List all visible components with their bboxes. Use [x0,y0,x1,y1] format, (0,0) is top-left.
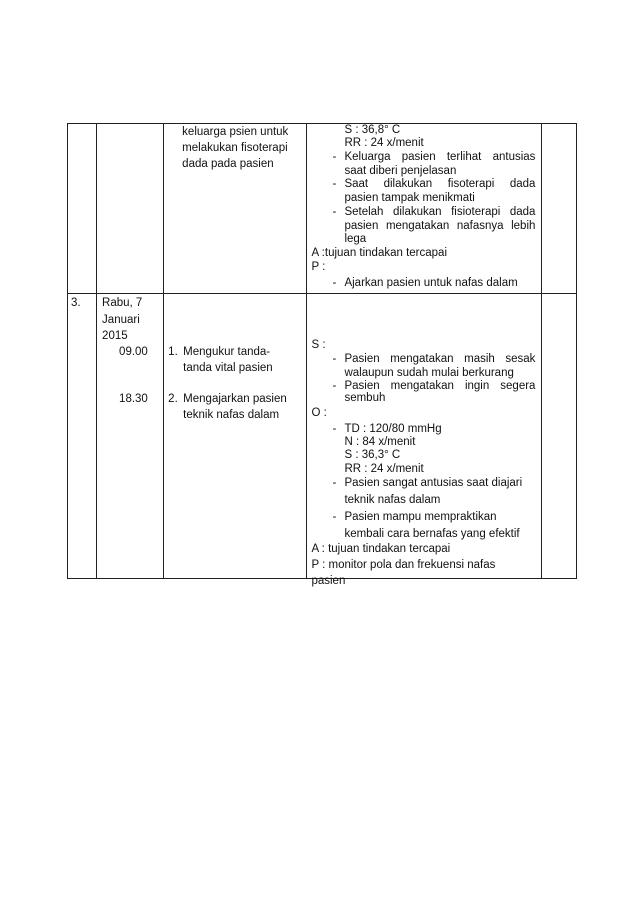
evaluation-line-justified: Keluarga pasien terlihat antusias [344,151,536,163]
evaluation-line-justified: Setelah dilakukan fisioterapi dada [344,206,536,218]
evaluation-line: walaupun sudah mulai berkurang [344,367,514,379]
nursing-evaluation-table [67,123,577,587]
evaluation-line-justified: Pasien mengatakan ingin segera [344,380,536,392]
evaluation-line-justified: Saat dilakukan fisoterapi dada [344,178,536,190]
cell-number [68,294,97,579]
evaluation-line: saat diberi penjelasan [344,165,457,177]
evaluation-line: kembali cara bernafas yang efektif [344,528,520,540]
intervention-line: keluarga psien untuk [182,126,289,138]
bullet-dash: - [332,206,337,218]
bullet-dash: - [332,277,337,289]
evaluation-line: Pasien sangat antusias saat diajari [344,477,523,489]
bullet-dash: - [332,477,337,489]
vital-blood-pressure: TD : 120/80 mmHg [344,423,442,435]
vital-respiration: RR : 24 x/menit [344,137,424,149]
intervention-line: melakukan fisoterapi [182,142,288,154]
table-row [68,124,577,294]
intervention-number: 2. [168,393,178,405]
evaluation-line: pasien tampak menikmati [344,192,475,204]
evaluation-line: teknik nafas dalam [344,494,441,506]
plan-label: P : [311,261,326,273]
bullet-dash: - [332,353,337,365]
plan-item: Ajarkan pasien untuk nafas dalam [344,277,518,289]
intervention-number: 1. [168,346,178,358]
intervention-line: Mengajarkan pasien [183,393,287,405]
cell-signature [541,294,576,579]
intervention-line: dada pada pasien [182,158,274,170]
cell-signature [541,124,576,294]
date-line: Januari [102,314,140,326]
cell-date-time [97,124,164,294]
intervention-line: teknik nafas dalam [183,409,280,421]
cell-number [68,124,97,294]
subjective-label: S : [311,339,326,351]
vital-temperature: S : 36,8° C [344,124,401,136]
assessment-text: A :tujuan tindakan tercapai [311,247,447,259]
cell-evaluation [307,294,541,587]
time-first: 09.00 [119,346,148,358]
vital-pulse: N : 84 x/menit [344,436,416,448]
bullet-dash: - [332,423,337,435]
cell-intervention [164,294,307,579]
evaluation-line: sembuh [344,392,386,404]
vital-temperature: S : 36,3° C [344,449,401,461]
cell-date-time [97,294,164,579]
intervention-line: Mengukur tanda- [183,346,271,358]
objective-label: O : [311,407,327,419]
date-line: Rabu, 7 [102,297,143,309]
assessment-text: A : tujuan tindakan tercapai [311,543,451,555]
bullet-dash: - [332,511,337,523]
time-second: 18.30 [119,393,148,405]
evaluation-line: lega [344,233,367,245]
evaluation-line-justified: pasien mengatakan nafasnya lebih [344,220,536,232]
cell-evaluation [307,124,541,294]
bullet-dash: - [332,151,337,163]
bullet-dash: - [332,178,337,190]
plan-text: P : monitor pola dan frekuensi nafas [311,559,496,571]
intervention-line: tanda vital pasien [183,362,273,374]
evaluation-line-justified: Pasien mengatakan masih sesak [344,353,536,365]
table-row [68,294,577,579]
vital-respiration: RR : 24 x/menit [344,463,424,475]
bullet-dash: - [332,380,337,392]
evaluation-line: Pasien mampu mempraktikan [344,511,497,523]
plan-text: pasien [311,575,346,587]
date-line: 2015 [102,330,128,342]
row-number: 3. [71,297,81,309]
cell-intervention [164,124,307,294]
